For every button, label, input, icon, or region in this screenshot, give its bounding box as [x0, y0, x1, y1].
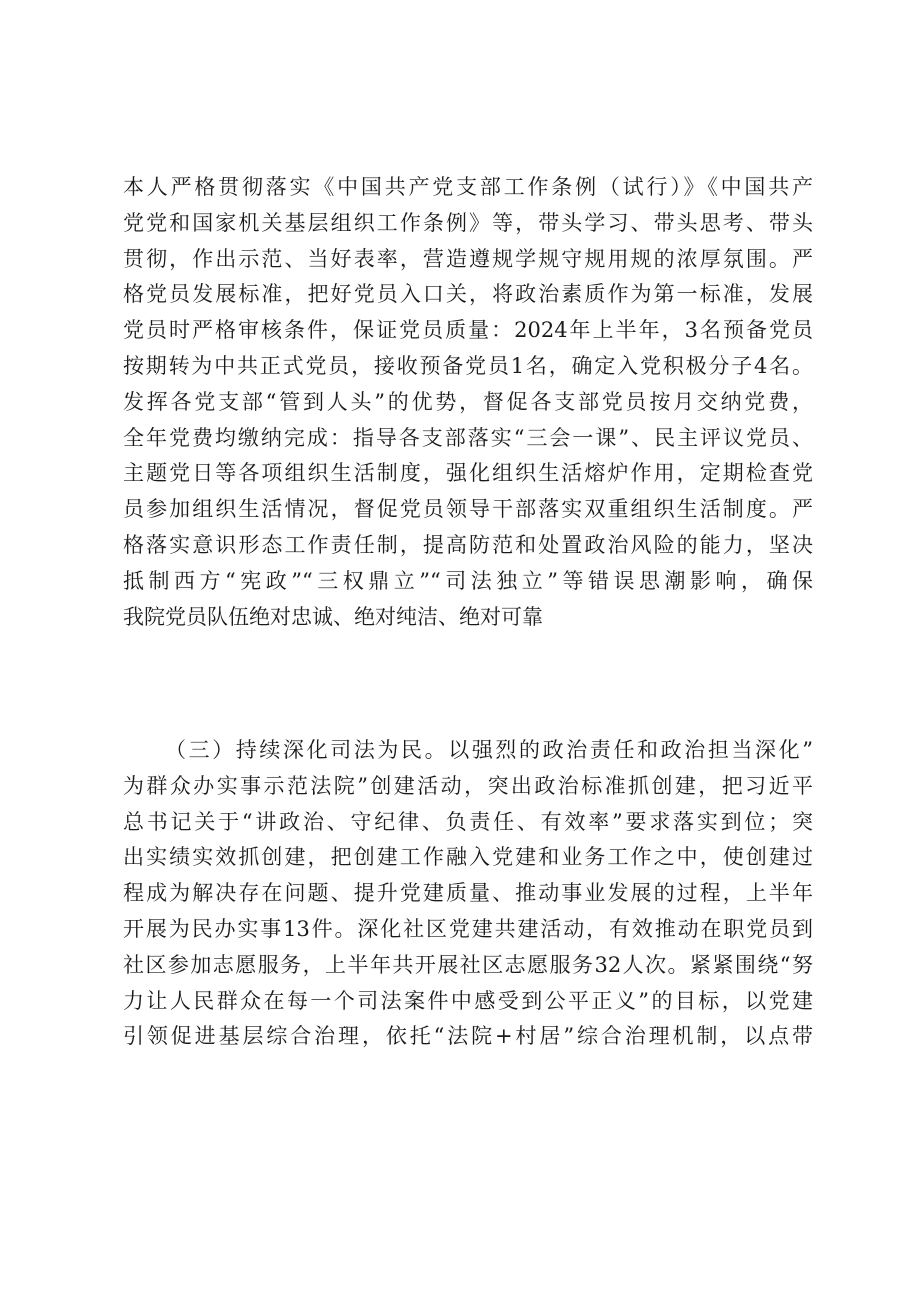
text-line: 主题党日等各项组织生活制度，强化组织生活熔炉作用，定期检查党: [123, 461, 813, 486]
text-line: 格落实意识形态工作责任制，提高防范和处置政治风险的能力，坚决: [123, 532, 813, 557]
text-line: 程成为解决存在问题、提升党建质量、推动事业发展的过程，上半年: [123, 881, 813, 906]
text-line: 按期转为中共正式党员，接收预备党员1名，确定入党积极分子4名。: [123, 353, 813, 378]
text-line: 本人严格贯彻落实《中国共产党支部工作条例（试行）》《中国共产: [123, 175, 813, 199]
text-line: 党党和国家机关基层组织工作条例》等，带头学习、带头思考、带头: [123, 210, 813, 235]
text-line: 开展为民办实事13件。深化社区党建共建活动，有效推动在职党员到: [123, 916, 813, 941]
section-heading-line: （三）持续深化司法为民。以强烈的政治责任和政治担当深化”: [165, 738, 813, 762]
text-line: 出实绩实效抓创建，把创建工作融入党建和业务工作之中，使创建过: [123, 845, 813, 870]
text-line: 发挥各党支部“管到人头”的优势，督促各支部党员按月交纳党费，: [123, 389, 813, 414]
text-line: 抵制西方“宪政”“三权鼎立”“司法独立”等错误思潮影响，确保: [123, 568, 813, 593]
text-line: 贯彻，作出示范、当好表率，营造遵规学规守规用规的浓厚氛围。严: [123, 246, 813, 271]
text-line: 我院党员队伍绝对忠诚、绝对纯洁、绝对可靠: [123, 604, 543, 629]
text-line: 员参加组织生活情况，督促党员领导干部落实双重组织生活制度。严: [123, 497, 813, 522]
paragraph-party-building: [123, 170, 813, 635]
text-line: 为群众办实事示范法院”创建活动，突出政治标准抓创建，把习近平: [123, 773, 813, 798]
text-line: 党员时严格审核条件，保证党员质量：2024年上半年，3名预备党员: [123, 318, 813, 343]
text-line: 总书记关于“讲政治、守纪律、负责任、有效率”要求落实到位；突: [123, 809, 813, 834]
text-line: 格党员发展标准，把好党员入口关，将政治素质作为第一标准，发展: [123, 282, 813, 307]
paragraph-judicial-for-people: [123, 733, 813, 1055]
text-line: 力让人民群众在每一个司法案件中感受到公平正义”的目标，以党建: [123, 988, 813, 1013]
text-line: 社区参加志愿服务，上半年共开展社区志愿服务32人次。紧紧围绕“努: [123, 952, 813, 977]
text-line: 引领促进基层综合治理，依托“法院+村居”综合治理机制，以点带: [123, 1024, 813, 1049]
text-line: 全年党费均缴纳完成：指导各支部落实“三会一课”、民主评议党员、: [123, 425, 813, 450]
